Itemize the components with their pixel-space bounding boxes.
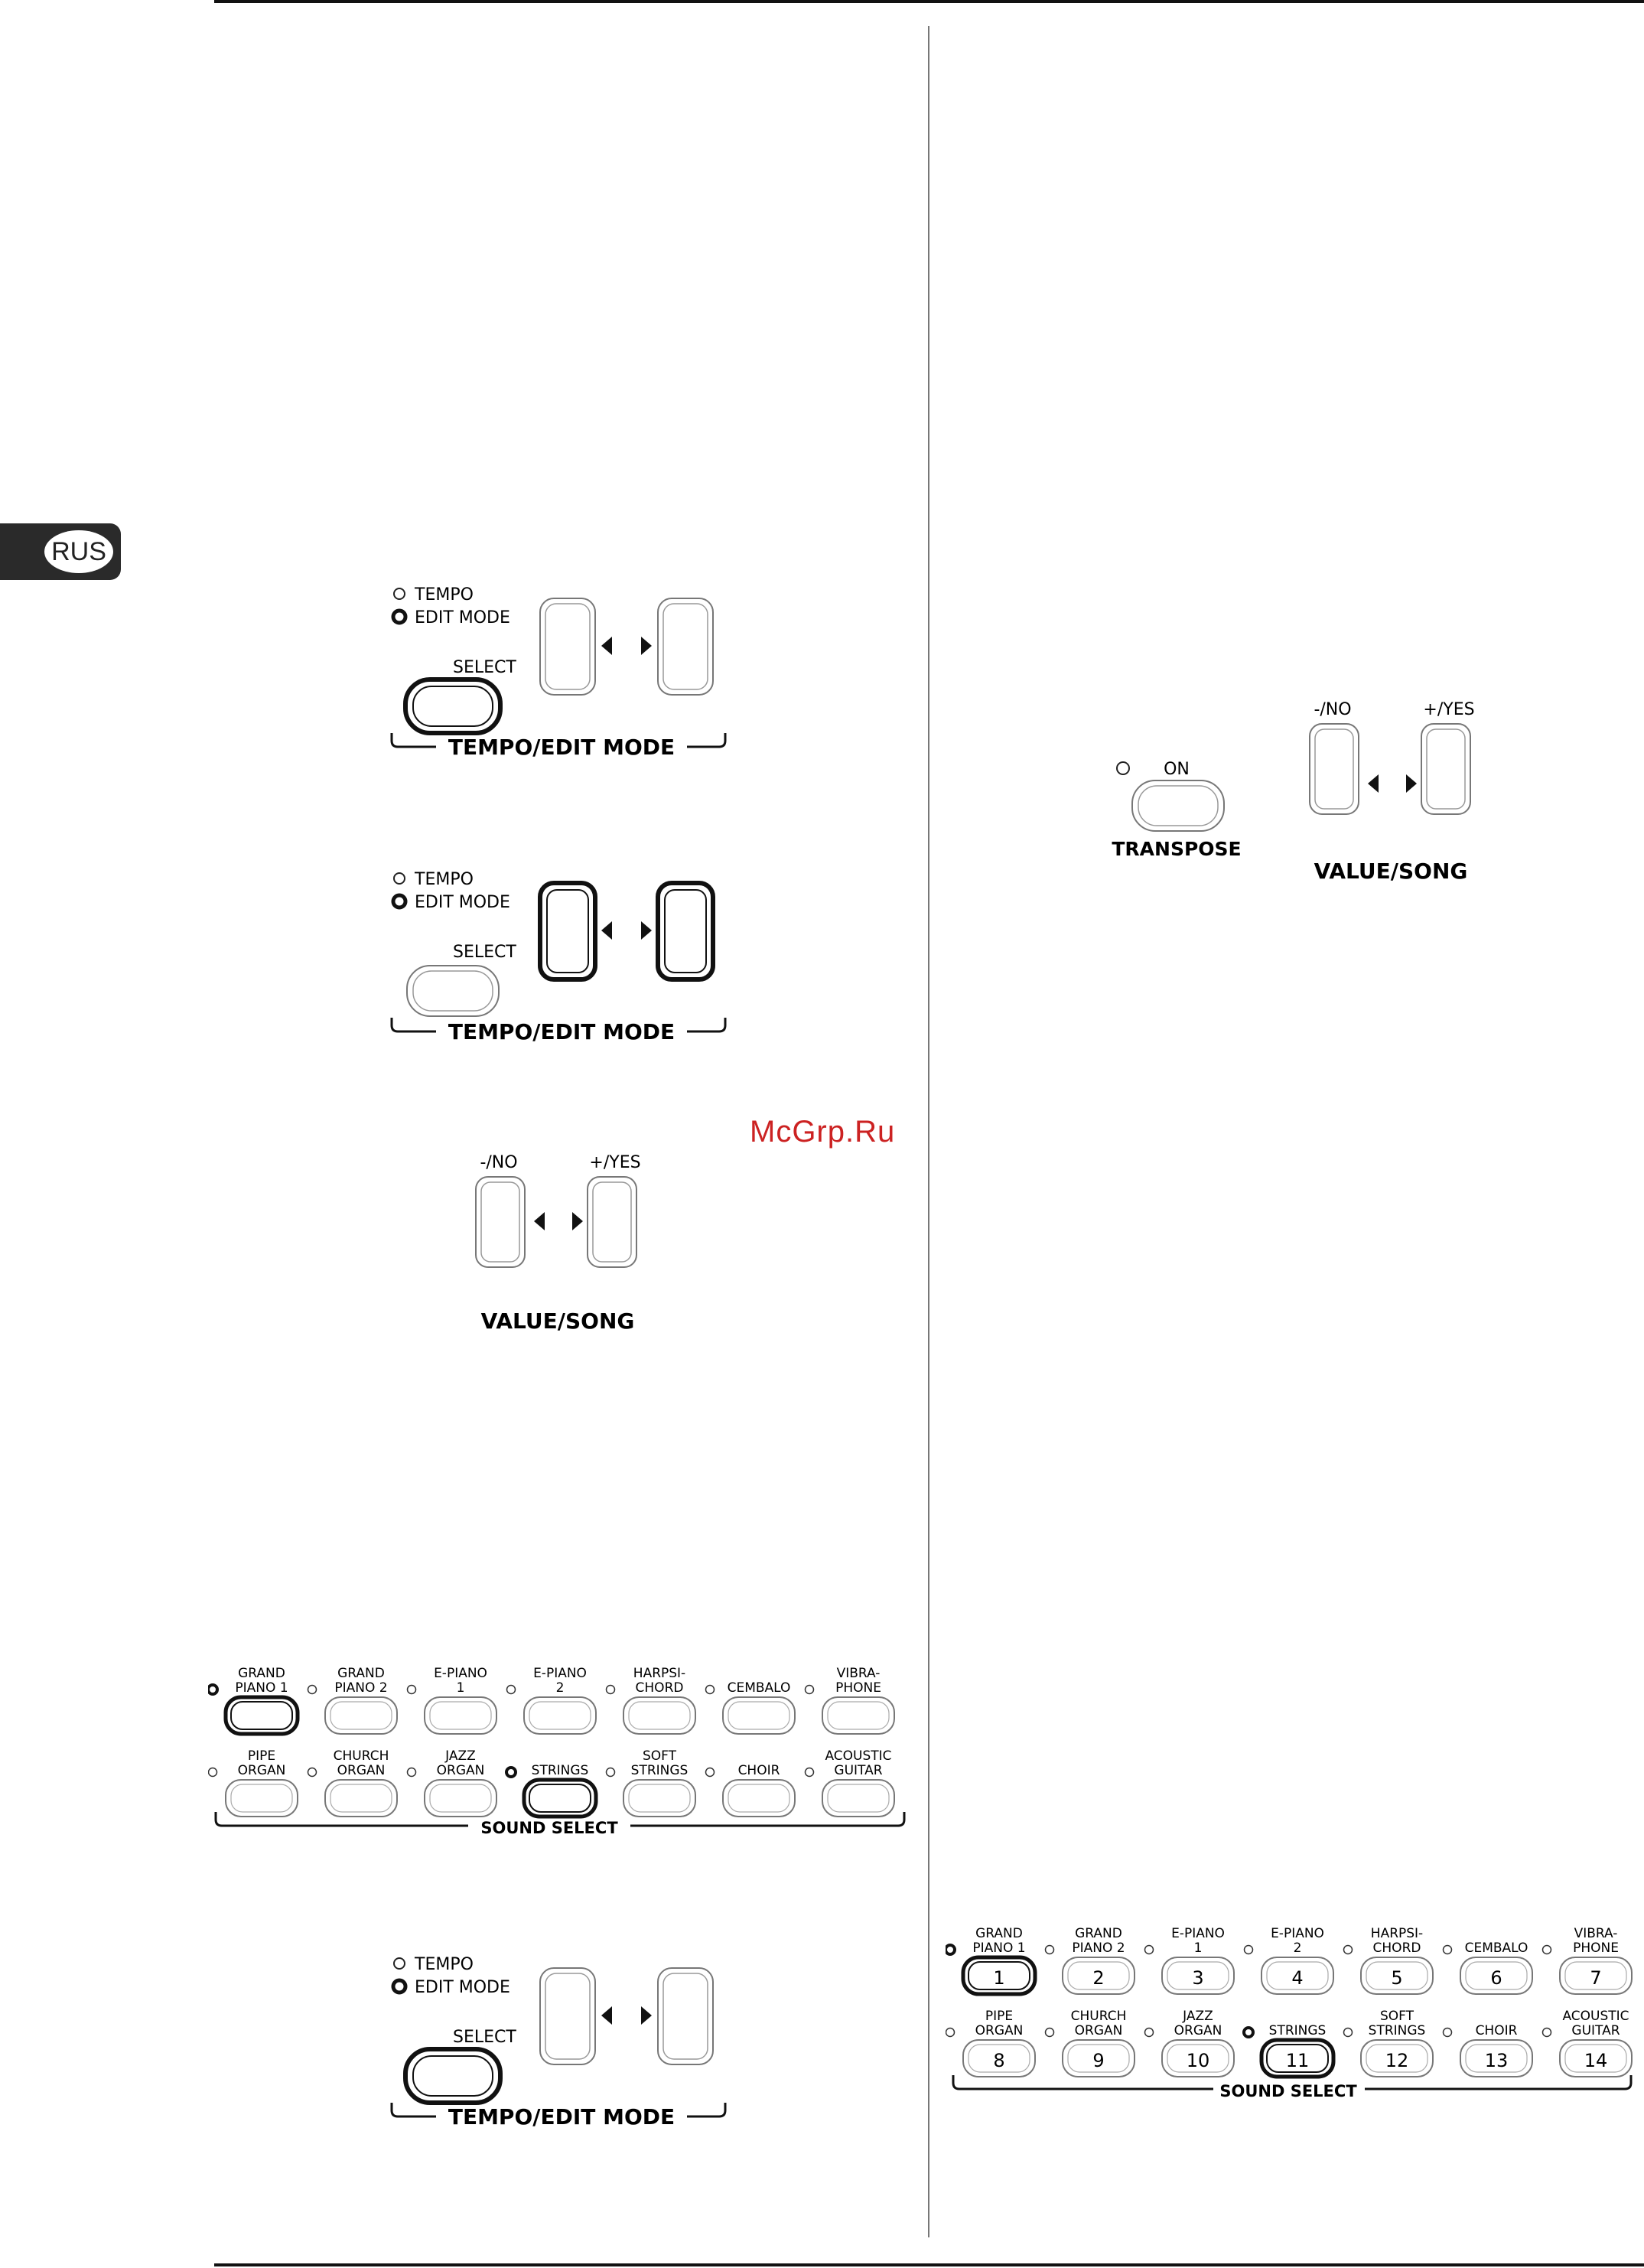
left-arrow-icon [1368,774,1379,793]
sound-label-line2: 2 [1293,1941,1302,1956]
sound-led [1444,1946,1452,1954]
bottom-rule [214,2263,1644,2266]
sound-label-line2: ORGAN [975,2023,1024,2038]
sound-led [408,1686,416,1694]
sound-select-button[interactable] [425,1780,496,1817]
sound-led [1145,2028,1154,2037]
sound-led [1244,2028,1253,2037]
sound-number-label: 12 [1385,2050,1409,2071]
right-arrow-icon [641,921,652,940]
sound-led [506,1768,516,1777]
sound-pipe-organ-item [946,2009,1036,2077]
left-button[interactable] [540,1968,595,2064]
column-divider [928,26,929,2237]
sound-label-line2: 1 [1193,1941,1203,1956]
tempo-edit-group-label: TEMPO/EDIT MODE [448,735,676,760]
sound-label-line2: PIANO 1 [235,1680,288,1696]
sound-e-piano-2-item [1245,1926,1334,1994]
right-button[interactable] [658,598,713,695]
tempo-led-label: TEMPO [415,1955,474,1974]
sound-led [1046,2028,1054,2037]
sound-strings-item [506,1763,596,1817]
sound-label-line2: ORGAN [237,1763,286,1778]
sound-choir-item [1444,2023,1533,2077]
select-button[interactable] [405,679,500,733]
sound-select-panel-left [208,1660,912,1844]
sound-label-line2: ORGAN [436,1763,485,1778]
right-arrow-icon [641,637,652,655]
sound-label-line2: CEMBALO [1464,1941,1528,1956]
sound-led [1145,1946,1154,1954]
sound-number-label: 2 [1092,1967,1105,1989]
plus-yes-button[interactable] [588,1177,636,1267]
sound-e-piano-2-item [507,1666,597,1734]
sound-harpsi-chord-item [1344,1926,1434,1994]
select-label: SELECT [453,2028,516,2047]
right-button[interactable] [658,883,713,979]
sound-select-button[interactable] [325,1780,397,1817]
sound-select-button[interactable] [623,1780,695,1817]
sound-led [209,1768,217,1777]
sound-led [308,1768,317,1777]
language-tab-label: RUS [44,530,113,573]
sound-number-label: 1 [993,1967,1005,1989]
sound-select-button[interactable] [822,1697,894,1734]
sound-led [946,2028,955,2037]
sound-number-label: 5 [1391,1967,1403,1989]
sound-label-line1: ACOUSTIC [1562,2009,1629,2024]
sound-e-piano-1-item [1145,1926,1235,1994]
sound-soft-strings-item [607,1748,696,1817]
sound-led [1543,1946,1551,1954]
select-button[interactable] [405,2049,500,2103]
sound-label-line1: VIBRA- [836,1666,881,1681]
sound-cembalo-item [706,1680,796,1734]
watermark: McGrp.Ru [750,1115,896,1149]
transpose-led [1117,762,1129,774]
minus-no-button[interactable] [476,1177,525,1267]
select-label: SELECT [453,658,516,677]
edit-mode-led [393,611,405,623]
tempo-led-label: TEMPO [415,585,474,604]
sound-select-panel-right [946,1921,1642,2104]
tempo-edit-panel-3 [383,1945,742,2138]
sound-label-line1: PIPE [985,2009,1014,2024]
tempo-led [394,1958,405,1969]
transpose-on-button[interactable] [1132,780,1224,831]
sound-label-line2: CHOIR [1475,2023,1518,2038]
sound-label-line2: CHORD [635,1680,684,1696]
sound-led [308,1686,317,1694]
sound-label-line2: PIANO 1 [972,1941,1026,1956]
sound-label-line1: JAZZ [445,1748,476,1764]
sound-led [1344,2028,1353,2037]
left-arrow-icon [601,921,612,940]
top-rule [214,0,1644,3]
sound-label-line2: PHONE [835,1680,881,1696]
minus-no-label: -/NO [1314,700,1352,719]
right-arrow-icon [1406,774,1417,793]
sound-choir-item [706,1763,796,1817]
sound-label-line1: SOFT [642,1748,677,1764]
sound-harpsi-chord-item [607,1666,696,1734]
tempo-led [394,588,405,599]
sound-strings-item [1244,2023,1333,2077]
right-arrow-icon [572,1212,583,1230]
sound-led [1344,1946,1353,1954]
sound-led [507,1686,516,1694]
tempo-edit-panel-1 [383,575,742,768]
sound-soft-strings-item [1344,2009,1434,2077]
sound-label-line2: GUITAR [834,1763,883,1778]
sound-label-line2: PIANO 2 [334,1680,388,1696]
sound-select-button[interactable] [723,1780,795,1817]
transpose-group-label: TRANSPOSE [1112,838,1242,860]
sound-led [1046,1946,1054,1954]
sound-led [607,1768,615,1777]
sound-select-group-label: SOUND SELECT [1219,2082,1357,2100]
edit-mode-led-label: EDIT MODE [415,1978,510,1997]
sound-label-line2: GUITAR [1571,2023,1620,2038]
sound-label-line1: GRAND [238,1666,285,1681]
sound-label-line1: PIPE [247,1748,276,1764]
sound-grand-piano-2-item [308,1666,398,1734]
sound-led [1543,2028,1551,2037]
sound-label-line2: 1 [456,1680,465,1696]
sound-grand-piano-2-item [1046,1926,1135,1994]
transpose-value-panel [1102,698,1499,889]
sound-label-line1: JAZZ [1183,2009,1213,2024]
sound-label-line1: GRAND [337,1666,385,1681]
value-song-group-label: VALUE/SONG [1314,859,1468,884]
sound-acoustic-guitar-item [806,1748,895,1817]
sound-label-line1: CHURCH [1070,2009,1127,2024]
sound-led [208,1685,217,1694]
sound-number-label: 7 [1590,1967,1602,1989]
language-tab [0,523,121,580]
sound-led [1245,1946,1253,1954]
sound-jazz-organ-item [1145,2009,1235,2077]
sound-jazz-organ-item [408,1748,497,1817]
tempo-edit-group-label: TEMPO/EDIT MODE [448,2104,676,2130]
sound-cembalo-item [1444,1941,1533,1994]
value-song-group-label: VALUE/SONG [480,1308,635,1334]
edit-mode-led [393,1980,405,1993]
edit-mode-led-label: EDIT MODE [415,608,510,627]
sound-select-button[interactable] [822,1780,894,1817]
sound-number-label: 8 [993,2050,1005,2071]
sound-label-line2: STRINGS [630,1763,689,1778]
left-button[interactable] [540,598,595,695]
plus-yes-label: +/YES [1423,700,1475,719]
sound-label-line1: GRAND [975,1926,1023,1941]
sound-led [946,1945,955,1954]
sound-vibra-phone-item [1543,1926,1633,1994]
sound-pipe-organ-item [209,1748,298,1817]
sound-vibra-phone-item [806,1666,895,1734]
sound-select-button[interactable] [524,1697,596,1734]
minus-no-button[interactable] [1310,724,1359,814]
right-button[interactable] [658,1968,713,2064]
sound-church-organ-item [1046,2009,1135,2077]
sound-label-line2: PHONE [1573,1941,1619,1956]
sound-label-line1: E-PIANO [1171,1926,1225,1941]
sound-label-line2: ORGAN [1174,2023,1222,2038]
sound-acoustic-guitar-item [1543,2009,1633,2077]
sound-e-piano-1-item [408,1666,497,1734]
left-button[interactable] [540,883,595,979]
sound-label-line1: E-PIANO [434,1666,487,1681]
sound-label-line2: STRINGS [531,1763,589,1778]
sound-number-label: 14 [1584,2050,1608,2071]
sound-label-line2: ORGAN [337,1763,386,1778]
sound-label-line1: E-PIANO [533,1666,587,1681]
sound-number-label: 13 [1484,2050,1509,2071]
sound-label-line1: HARPSI- [1370,1926,1424,1941]
sound-label-line1: GRAND [1075,1926,1122,1941]
sound-led [408,1768,416,1777]
sound-church-organ-item [308,1748,398,1817]
sound-select-button[interactable] [226,1780,298,1817]
right-arrow-icon [641,2006,652,2025]
sound-led [706,1686,715,1694]
sound-label-line2: ORGAN [1074,2023,1123,2038]
sound-grand-piano-1-item [946,1926,1035,1994]
sound-led [806,1768,814,1777]
minus-no-label: -/NO [480,1153,518,1172]
value-song-panel-left [462,1148,661,1339]
sound-number-label: 11 [1285,2050,1310,2071]
sound-led [607,1686,615,1694]
sound-number-label: 6 [1490,1967,1502,1989]
sound-label-line2: 2 [555,1680,565,1696]
sound-number-label: 10 [1186,2050,1210,2071]
sound-label-line2: CHORD [1372,1941,1421,1956]
sound-label-line1: SOFT [1379,2009,1414,2024]
left-arrow-icon [601,2006,612,2025]
tempo-edit-group-label: TEMPO/EDIT MODE [448,1019,676,1044]
edit-mode-led [393,895,405,908]
sound-label-line1: HARPSI- [633,1666,686,1681]
plus-yes-button[interactable] [1421,724,1470,814]
sound-label-line2: CEMBALO [727,1680,791,1696]
sound-label-line2: STRINGS [1368,2023,1426,2038]
sound-label-line1: VIBRA- [1574,1926,1618,1941]
sound-led [1444,2028,1452,2037]
plus-yes-label: +/YES [589,1153,641,1172]
sound-number-label: 3 [1192,1967,1204,1989]
sound-led [706,1768,715,1777]
tempo-led-label: TEMPO [415,870,474,889]
transpose-on-label: ON [1164,760,1190,779]
sound-number-label: 9 [1092,2050,1105,2071]
sound-label-line1: E-PIANO [1271,1926,1324,1941]
select-label: SELECT [453,943,516,962]
select-button[interactable] [407,966,499,1016]
sound-select-button[interactable] [425,1697,496,1734]
sound-select-group-label: SOUND SELECT [480,1819,618,1837]
sound-select-button[interactable] [325,1697,397,1734]
sound-label-line1: CHURCH [333,1748,389,1764]
left-arrow-icon [534,1212,545,1230]
sound-label-line2: STRINGS [1268,2023,1327,2038]
sound-select-button[interactable] [623,1697,695,1734]
left-arrow-icon [601,637,612,655]
sound-select-button[interactable] [723,1697,795,1734]
sound-label-line2: CHOIR [737,1763,780,1778]
sound-label-line2: PIANO 2 [1072,1941,1125,1956]
sound-number-label: 4 [1291,1967,1304,1989]
tempo-led [394,873,405,884]
sound-led [806,1686,814,1694]
sound-grand-piano-1-item [208,1666,298,1734]
tempo-edit-panel-2 [383,860,742,1053]
sound-label-line1: ACOUSTIC [825,1748,892,1764]
edit-mode-led-label: EDIT MODE [415,893,510,912]
